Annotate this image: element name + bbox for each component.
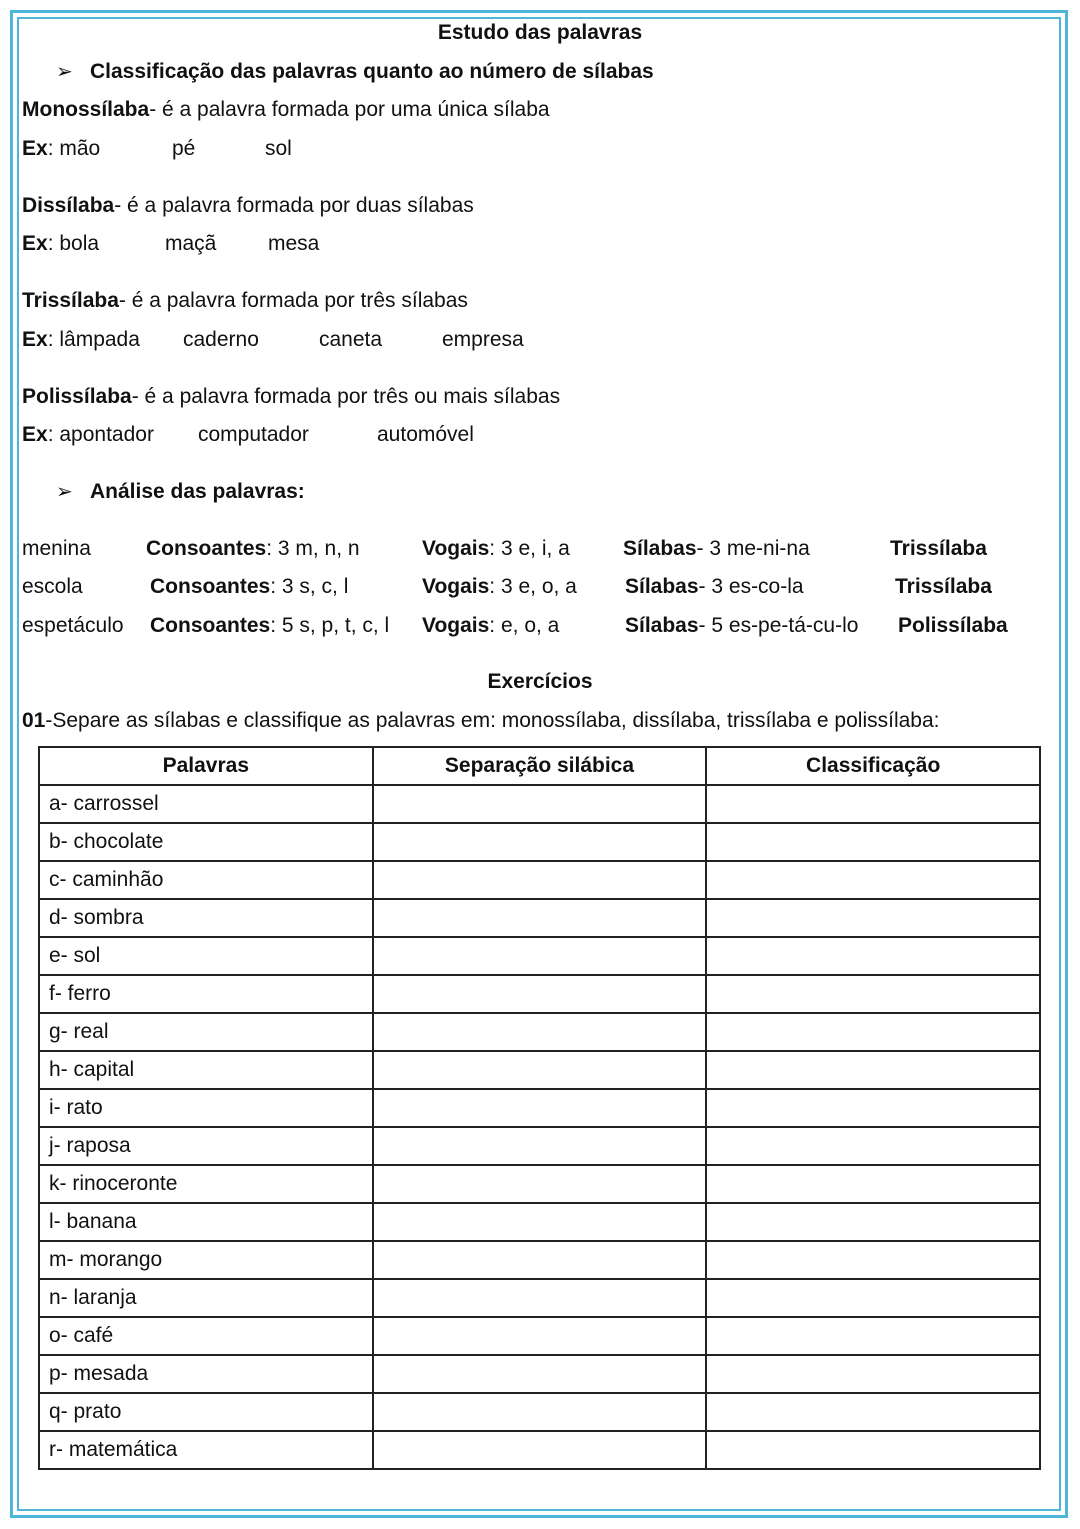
word-cell: a- carrossel xyxy=(39,785,373,823)
syllable-separation-cell[interactable] xyxy=(373,1051,707,1089)
word-cell: q- prato xyxy=(39,1393,373,1431)
example-word: caderno xyxy=(183,328,259,351)
example-word: caneta xyxy=(319,328,383,351)
classification-cell[interactable] xyxy=(706,975,1040,1013)
syllable-separation-cell[interactable] xyxy=(373,823,707,861)
word-cell: j- raposa xyxy=(39,1127,373,1165)
word-cell: l- banana xyxy=(39,1203,373,1241)
example-word: maçã xyxy=(165,232,217,255)
table-row xyxy=(39,1393,1040,1431)
table-row xyxy=(39,1051,1040,1089)
classification-cell[interactable] xyxy=(706,1127,1040,1165)
word-cell: b- chocolate xyxy=(39,823,373,861)
header-palavras: Palavras xyxy=(39,747,373,785)
syllable-separation-cell[interactable] xyxy=(373,1279,707,1317)
word-cell: m- morango xyxy=(39,1241,373,1279)
analysis-consonants: Consoantes: 3 s, c, l xyxy=(150,575,349,598)
syllable-separation-cell[interactable] xyxy=(373,1317,707,1355)
table-row xyxy=(39,975,1040,1013)
examples-dissilaba: Ex: bola xyxy=(22,232,100,255)
examples-monossilaba: Ex: mão xyxy=(22,137,101,160)
analysis-class: Trissílaba xyxy=(890,537,987,560)
word-cell: r- matemática xyxy=(39,1431,373,1469)
analysis-syllables: Sílabas- 5 es-pe-tá-cu-lo xyxy=(625,614,859,637)
analysis-syllables: Sílabas- 3 es-co-la xyxy=(625,575,804,598)
table-row xyxy=(39,861,1040,899)
word-cell: k- rinoceronte xyxy=(39,1165,373,1203)
exercise-table xyxy=(38,746,1041,1470)
table-row xyxy=(39,1127,1040,1165)
analysis-word: menina xyxy=(22,537,91,560)
analysis-syllables: Sílabas- 3 me-ni-na xyxy=(623,537,810,560)
classification-cell[interactable] xyxy=(706,861,1040,899)
syllable-separation-cell[interactable] xyxy=(373,1165,707,1203)
classification-cell[interactable] xyxy=(706,785,1040,823)
page-title: Estudo das palavras xyxy=(437,21,643,44)
analysis-vowels: Vogais: e, o, a xyxy=(422,614,560,637)
example-word: pé xyxy=(172,137,196,160)
header-classificacao: Classificação xyxy=(706,747,1040,785)
classification-cell[interactable] xyxy=(706,1431,1040,1469)
table-row xyxy=(39,1241,1040,1279)
analysis-consonants: Consoantes: 5 s, p, t, c, l xyxy=(150,614,390,637)
syllable-separation-cell[interactable] xyxy=(373,1013,707,1051)
bullet-arrow-icon: ➢ xyxy=(56,481,73,503)
classification-cell[interactable] xyxy=(706,1203,1040,1241)
syllable-separation-cell[interactable] xyxy=(373,1393,707,1431)
table-row xyxy=(39,899,1040,937)
word-cell: d- sombra xyxy=(39,899,373,937)
analysis-word: espetáculo xyxy=(22,614,124,637)
classification-cell[interactable] xyxy=(706,899,1040,937)
table-row xyxy=(39,1203,1040,1241)
table-row xyxy=(39,1165,1040,1203)
classification-cell[interactable] xyxy=(706,1279,1040,1317)
table-row xyxy=(39,1431,1040,1469)
syllable-separation-cell[interactable] xyxy=(373,975,707,1013)
table-row xyxy=(39,785,1040,823)
classification-cell[interactable] xyxy=(706,1165,1040,1203)
example-word: computador xyxy=(198,423,309,446)
table-row xyxy=(39,1089,1040,1127)
exercise1-instruction: 01-Separe as sílabas e classifique as palavras em: monossílaba, dissílaba, trissílaba e polissílaba: xyxy=(22,709,940,732)
classification-cell[interactable] xyxy=(706,937,1040,975)
example-word: empresa xyxy=(442,328,524,351)
word-cell: p- mesada xyxy=(39,1355,373,1393)
word-cell: h- capital xyxy=(39,1051,373,1089)
table-header-row xyxy=(39,747,1040,785)
word-cell: n- laranja xyxy=(39,1279,373,1317)
classification-cell[interactable] xyxy=(706,823,1040,861)
definition-polissilaba: Polissílaba- é a palavra formada por três ou mais sílabas xyxy=(22,385,561,408)
analysis-vowels: Vogais: 3 e, i, a xyxy=(422,537,570,560)
table-row xyxy=(39,1317,1040,1355)
definition-trissilaba: Trissílaba- é a palavra formada por três sílabas xyxy=(22,289,468,312)
word-cell: e- sol xyxy=(39,937,373,975)
table-row xyxy=(39,823,1040,861)
table-row xyxy=(39,1013,1040,1051)
analysis-word: escola xyxy=(22,575,83,598)
examples-trissilaba: Ex: lâmpada xyxy=(22,328,140,351)
section2-heading: Análise das palavras: xyxy=(90,480,305,503)
classification-cell[interactable] xyxy=(706,1241,1040,1279)
syllable-separation-cell[interactable] xyxy=(373,937,707,975)
syllable-separation-cell[interactable] xyxy=(373,1089,707,1127)
classification-cell[interactable] xyxy=(706,1013,1040,1051)
table-row xyxy=(39,937,1040,975)
classification-cell[interactable] xyxy=(706,1051,1040,1089)
analysis-vowels: Vogais: 3 e, o, a xyxy=(422,575,577,598)
syllable-separation-cell[interactable] xyxy=(373,1127,707,1165)
analysis-class: Trissílaba xyxy=(895,575,992,598)
example-word: mesa xyxy=(268,232,320,255)
word-cell: i- rato xyxy=(39,1089,373,1127)
classification-cell[interactable] xyxy=(706,1355,1040,1393)
syllable-separation-cell[interactable] xyxy=(373,1203,707,1241)
bullet-arrow-icon: ➢ xyxy=(56,61,73,83)
example-word: automóvel xyxy=(377,423,474,446)
word-cell: f- ferro xyxy=(39,975,373,1013)
syllable-separation-cell[interactable] xyxy=(373,899,707,937)
example-word: sol xyxy=(265,137,292,160)
definition-monossilaba: Monossílaba- é a palavra formada por uma única sílaba xyxy=(22,98,550,121)
word-cell: o- café xyxy=(39,1317,373,1355)
syllable-separation-cell[interactable] xyxy=(373,785,707,823)
exercises-heading: Exercícios xyxy=(487,670,593,693)
examples-polissilaba: Ex: apontador xyxy=(22,423,154,446)
section1-heading: Classificação das palavras quanto ao número de sílabas xyxy=(90,60,654,83)
word-cell: g- real xyxy=(39,1013,373,1051)
classification-cell[interactable] xyxy=(706,1317,1040,1355)
definition-dissilaba: Dissílaba- é a palavra formada por duas sílabas xyxy=(22,194,474,217)
word-cell: c- caminhão xyxy=(39,861,373,899)
analysis-class: Polissílaba xyxy=(898,614,1008,637)
syllable-separation-cell[interactable] xyxy=(373,1431,707,1469)
classification-cell[interactable] xyxy=(706,1393,1040,1431)
syllable-separation-cell[interactable] xyxy=(373,1241,707,1279)
table-row xyxy=(39,1279,1040,1317)
classification-cell[interactable] xyxy=(706,1089,1040,1127)
header-separacao: Separação silábica xyxy=(373,747,707,785)
syllable-separation-cell[interactable] xyxy=(373,861,707,899)
analysis-consonants: Consoantes: 3 m, n, n xyxy=(146,537,360,560)
table-row xyxy=(39,1355,1040,1393)
syllable-separation-cell[interactable] xyxy=(373,1355,707,1393)
